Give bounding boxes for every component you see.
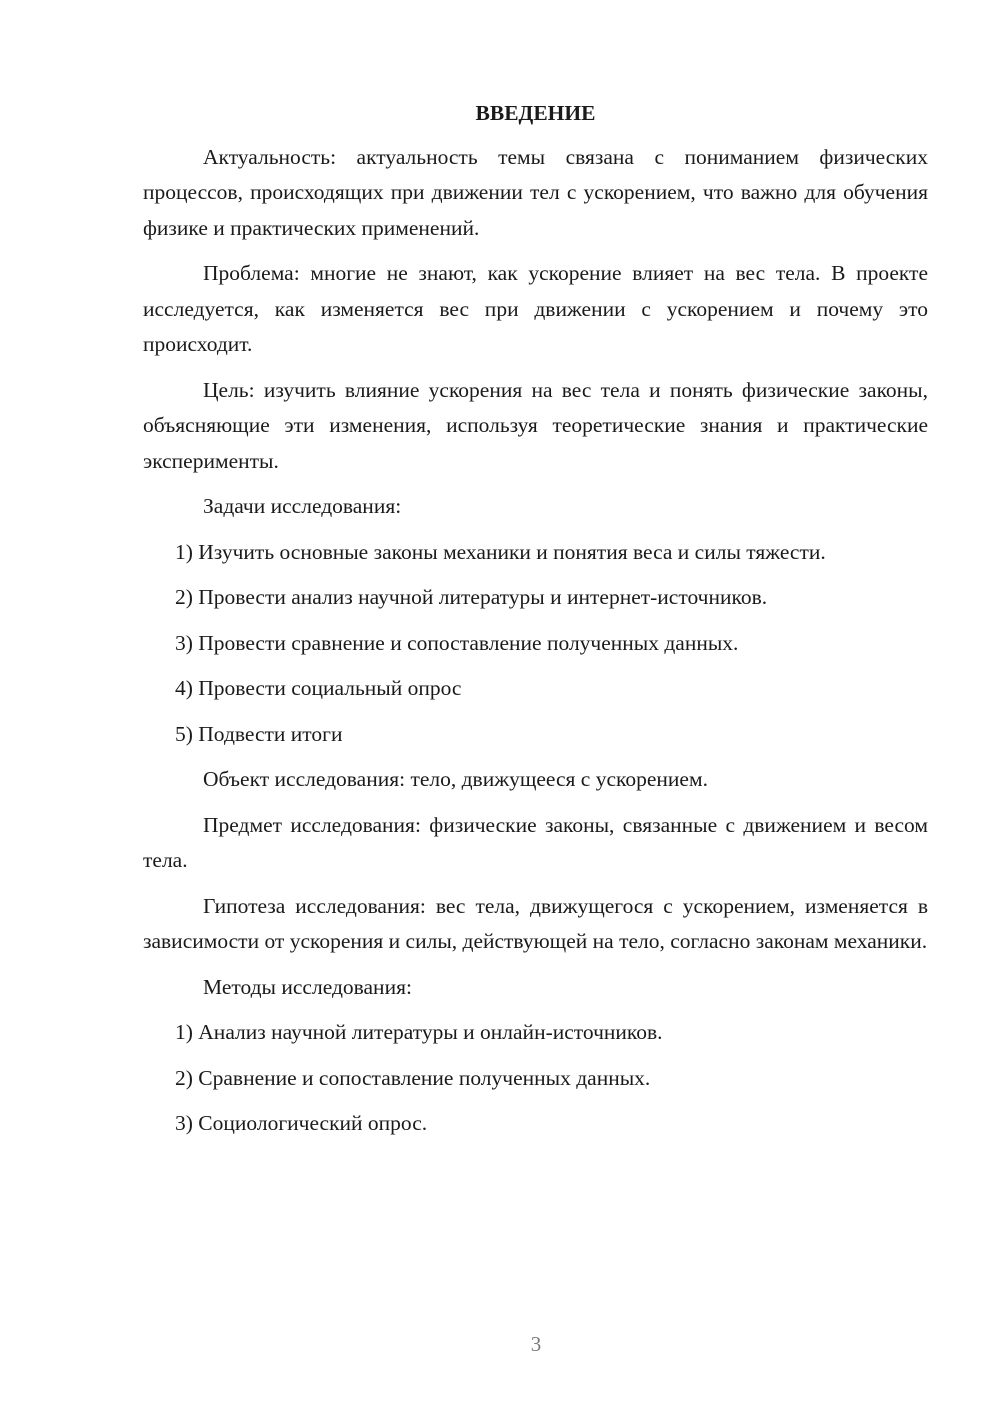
relevance-paragraph: Актуальность: актуальность темы связана с пониманием физических процессов, происходящих при движении тел с ускорением, что важно для обучения физике и практических применений. — [143, 144, 928, 240]
list-item-task-3: 3) Провести сравнение и сопоставление полученных данных. — [175, 630, 739, 655]
object-paragraph: Объект исследования: тело, движущееся с ускорением. — [203, 767, 708, 791]
list-item-method-2: 2) Сравнение и сопоставление полученных данных. — [175, 1065, 651, 1090]
list-item-method-3: 3) Социологический опрос. — [175, 1111, 428, 1135]
list-item-task-5: 5) Подвести итоги — [175, 721, 343, 746]
page-content — [143, 96, 928, 1152]
page-number: 3 — [530, 1332, 542, 1356]
methods-heading: Методы исследования: — [203, 974, 412, 999]
tasks-heading: Задачи исследования: — [203, 494, 402, 518]
section-heading: ВВЕДЕНИЕ — [475, 101, 596, 125]
list-item-task-1: 1) Изучить основные законы механики и понятия веса и силы тяжести. — [175, 539, 826, 564]
problem-paragraph: Проблема: многие не знают, как ускорение влияет на вес тела. В проекте исследуется, как изменяется вес при движении с ускорением и почему это происходит. — [143, 261, 928, 356]
subject-paragraph: Предмет исследования: физические законы, связанные с движением и весом тела. — [143, 812, 928, 872]
hypothesis-paragraph: Гипотеза исследования: вес тела, движущегося с ускорением, изменяется в зависимости от ускорения и силы, действующей на тело, согласно законам механики. — [143, 893, 928, 953]
list-item-task-2: 2) Провести анализ научной литературы и интернет-источников. — [175, 585, 768, 609]
list-item-task-4: 4) Провести социальный опрос — [175, 676, 462, 700]
goal-paragraph: Цель: изучить влияние ускорения на вес тела и понять физические законы, объясняющие эти изменения, используя теоретические знания и практические эксперименты. — [143, 377, 928, 473]
list-item-method-1: 1) Анализ научной литературы и онлайн-источников. — [175, 1020, 663, 1044]
methods-list — [143, 1015, 928, 1142]
tasks-list — [143, 535, 928, 753]
